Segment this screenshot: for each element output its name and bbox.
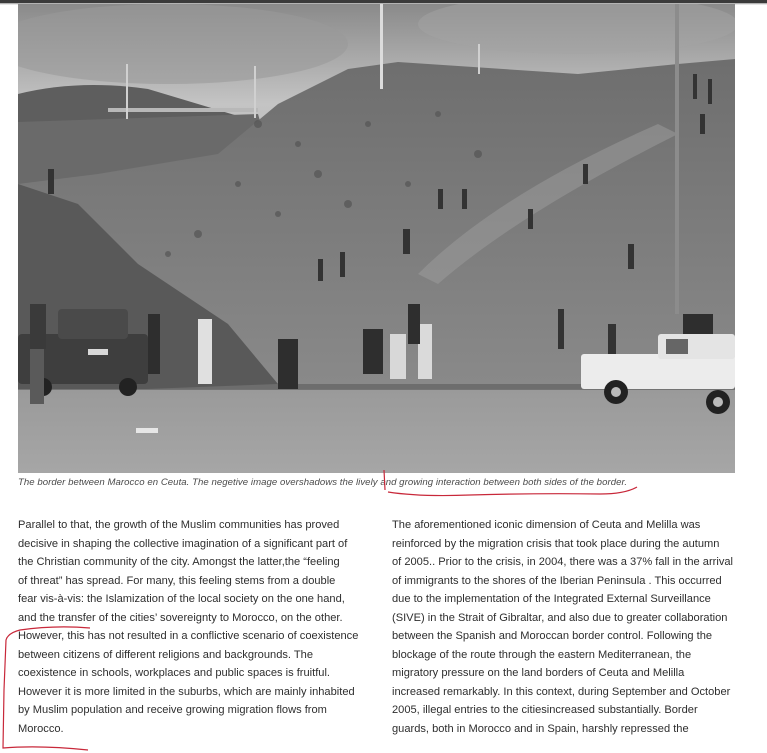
text-line: migratory pressure on the land borders of Ceuta and Melilla	[392, 667, 685, 679]
text-line: between the Spanish and Moroccan border control. Following the	[392, 630, 713, 642]
border-photo	[18, 4, 735, 473]
text-line: However it is more limited in the suburbs, which are mainly inhabited	[18, 685, 355, 698]
left-column-paragraph	[18, 516, 368, 738]
caption-underline-stroke	[388, 487, 637, 496]
text-line: due to the implementation of the Integrated External Surveillance	[392, 593, 711, 605]
text-line: of 2005.. Prior to the crisis, in 2004, there was a 37% fall in the arrival	[392, 556, 733, 568]
text-line: decisive in shaping the collective imagination of a significant part of	[18, 537, 348, 550]
text-line: of immigrants to the shores of the Iberian Peninsula . This occurred	[392, 574, 722, 587]
text-line: guards, both in Morocco and in Spain, harshly repressed the	[392, 722, 689, 735]
text-line: and the transfer of the cities’ sovereignty to Morocco, on the other.	[18, 611, 343, 624]
photo-illustration	[18, 4, 735, 473]
text-line: of threat” has spread. For many, this feeling stems from a double	[18, 574, 336, 587]
text-line: increased remarkably. In this context, during September and October	[392, 685, 731, 698]
text-line: the Christian community of the city. Amongst the latter,the “feeling	[18, 556, 340, 568]
text-line: between citizens of different religions and backgrounds. The	[18, 648, 313, 661]
text-line: However, this has not resulted in a conflictive scenario of coexistence	[18, 630, 359, 642]
text-line: blockage of the route through the eastern Mediterranean, the	[392, 648, 692, 661]
text-line: fear vis-à-vis: the Islamization of the local society on the one hand,	[18, 593, 345, 605]
text-line: 2005, illegal entries to the citiesincreased substantially. Border	[392, 704, 698, 716]
text-line: coexistence in schools, workplaces and public spaces is fruitful.	[18, 667, 331, 679]
text-line: Parallel to that, the growth of the Muslim communities has proved	[18, 519, 340, 531]
text-line: The aforementioned iconic dimension of Ceuta and Melilla was	[392, 519, 701, 531]
right-column-paragraph	[392, 516, 752, 738]
text-line: (SIVE) in the Strait of Gibraltar, and also due to greater collaboration	[392, 611, 728, 624]
text-line: Morocco.	[18, 722, 64, 735]
figure-caption: The border between Marocco en Ceuta. The negetive image overshadows the lively and growing interaction between both sides of the border.	[18, 477, 628, 488]
text-line: reinforced by the migration crisis that took place during the autumn	[392, 537, 720, 550]
text-line: by Muslim population and receive growing migration flows from	[18, 704, 327, 716]
